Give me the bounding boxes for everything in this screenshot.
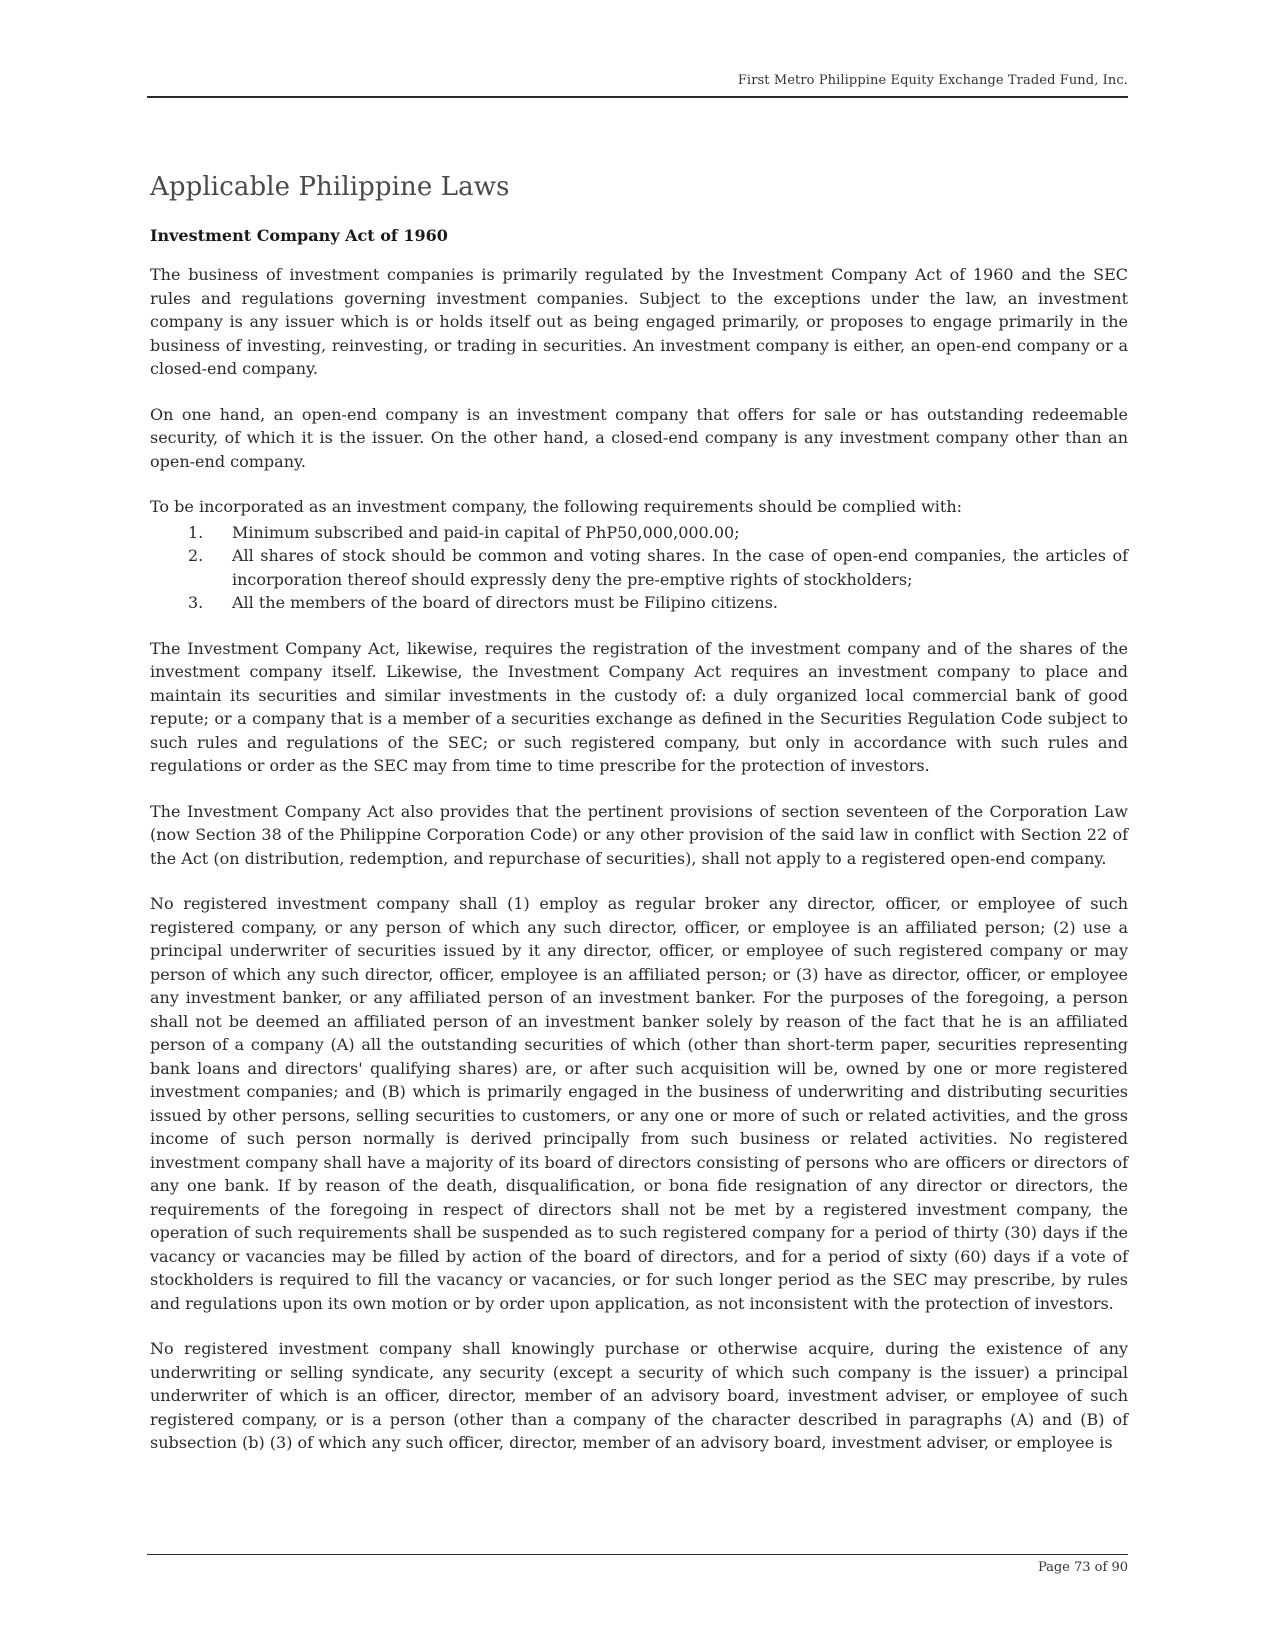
list-item: [150, 591, 1128, 615]
list-number: 1.: [188, 522, 204, 542]
list-item-text: All shares of stock should be common and voting shares. In the case of open-end companies, the articles of incorporation thereof should expressly deny the pre-emptive rights of stockholders;: [232, 546, 1128, 589]
paragraph: The business of investment companies is primarily regulated by the Investment Company Act of 1960 and the SEC rules and regulations governing investment companies. Subject to the exceptions under the law, an investment company is any issuer which is or holds itself out as being engaged primarily, or proposes to engage primarily in the business of investing, reinvesting, or trading in securities. An investment company is either, an open-end company or a closed-end company.: [150, 265, 1128, 378]
list-item-text: All the members of the board of directors must be Filipino citizens.: [232, 593, 778, 612]
list-number: 3.: [188, 593, 204, 612]
paragraph: The Investment Company Act also provides that the pertinent provisions of section seventeen of the Corporation Law (now Section 38 of the Philippine Corporation Code) or any other provision of the said law in conflict with Section 22 of the Act (on distribution, redemption, and repurchase of securities), shall not apply to a registered open-end company.: [150, 801, 1128, 868]
paragraph: No registered investment company shall (1) employ as regular broker any director, officer, or employee of such registered company, or any person of which any such director, officer, or employee is an affiliated person; (2) use a principal underwriter of securities issued by it any director, officer, or employee of such registered company or may person of which any such director, officer, employee is an affiliated person; or (3) have as director, officer, or employee any investment banker, or any affiliated person of an investment banker. For the purposes of the foregoing, a person shall not be deemed an affiliated person of an investment banker solely by reason of the fact that he is an affiliated person of a company (A) all the outstanding securities of which (other than short-term paper, securities representing bank loans and directors' qualifying shares) are, or after such acquisition will be, owned by one or more registered investment companies; and (B) which is primarily engaged in the business of underwriting and distributing securities issued by other persons, selling securities to customers, or any one or more of such or related activities, and the gross income of such person normally is derived principally from such business or related activities. No registered investment company shall have a majority of its board of directors consisting of persons who are officers or directors of any one bank. If by reason of the death, disqualification, or bona fide resignation of any director or directors, the requirements of the foregoing in respect of directors shall not be met by a registered investment company, the operation of such requirements shall be suspended as to such registered company for a period of thirty (30) days if the vacancy or vacancies may be filled by action of the board of directors, and for a period of sixty (60) days if a vote of stockholders is required to fill the vacancy or vacancies, or for such longer period as the SEC may prescribe, by rules and regulations upon its own motion or by order upon application, as not inconsistent with the protection of investors.: [150, 894, 1128, 1313]
page-title: Applicable Philippine Laws: [150, 172, 510, 202]
page-content: [150, 172, 1128, 1477]
list-number: 2.: [188, 546, 204, 565]
requirements-intro: To be incorporated as an investment company, the following requirements should be complied with:: [150, 497, 963, 516]
list-item: [150, 521, 1128, 545]
list-item-text: Minimum subscribed and paid-in capital of PhP50,000,000.00;: [232, 522, 740, 542]
header-divider: [147, 96, 1128, 98]
section-heading: Investment Company Act of 1960: [150, 226, 448, 245]
footer-divider: [147, 1554, 1128, 1555]
page-number: Page 73 of 90: [1037, 1560, 1128, 1575]
list-item: [150, 544, 1128, 591]
paragraph: The Investment Company Act, likewise, requires the registration of the investment company and of the shares of the investment company itself. Likewise, the Investment Company Act requires an investment company to place and maintain its securities and similar investments in the custody of: a duly organized local commercial bank of good repute; or a company that is a member of a securities exchange as defined in the Securities Regulation Code subject to such rules and regulations of the SEC; or such registered company, but only in accordance with such rules and regulations or order as the SEC may from time to time prescribe for the protection of investors.: [150, 638, 1128, 775]
requirements-list: [150, 521, 1128, 615]
paragraph: On one hand, an open-end company is an investment company that offers for sale or has outstanding redeemable security, of which it is the issuer. On the other hand, a closed-end company is any investment company other than an open-end company.: [150, 404, 1128, 471]
paragraph: No registered investment company shall knowingly purchase or otherwise acquire, during the existence of any underwriting or selling syndicate, any security (except a security of which such company is the issuer) a principal underwriter of which is an officer, director, member of an advisory board, investment adviser, or employee of such registered company, or is a person (other than a company of the character described in paragraphs (A) and (B) of subsection (b) (3) of which any such officer, director, member of an advisory board, investment adviser, or employee is: [150, 1339, 1128, 1452]
running-header: First Metro Philippine Equity Exchange Traded Fund, Inc.: [737, 73, 1128, 88]
